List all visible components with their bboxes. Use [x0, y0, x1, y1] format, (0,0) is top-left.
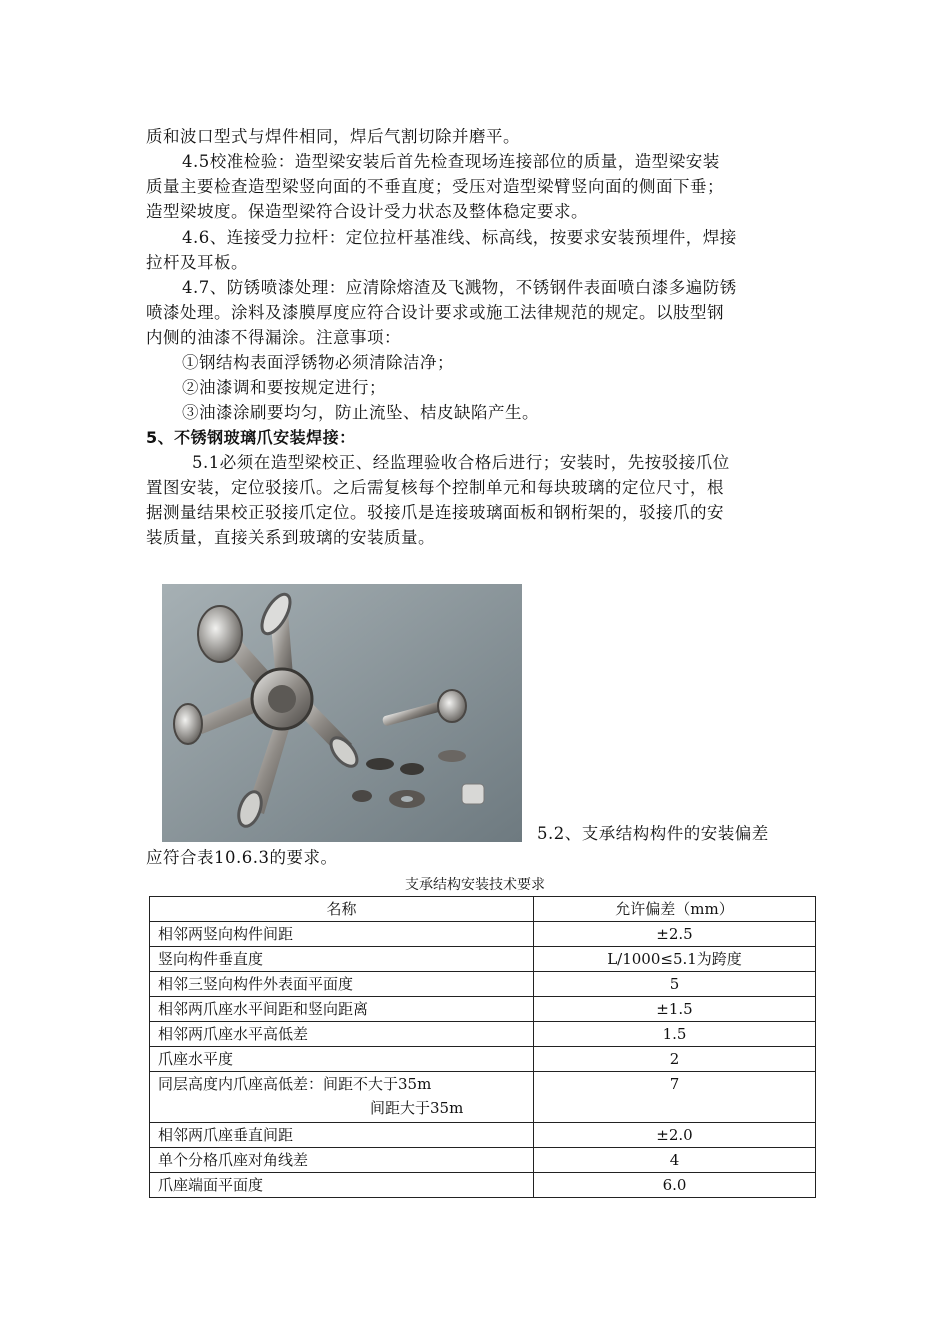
row-name: 相邻两爪座水平间距和竖向距离 [150, 997, 534, 1022]
column-header-tolerance: 允许偏差（mm） [534, 897, 816, 922]
list-item: ②油漆调和要按规定进行； [182, 378, 386, 397]
table-row [150, 922, 816, 947]
row-name-secondary: 间距大于35m [370, 1099, 464, 1117]
paragraph-line: 装质量，直接关系到玻璃的安装质量。 [146, 528, 435, 547]
column-header-name: 名称 [150, 897, 534, 922]
row-value: ±1.5 [534, 997, 816, 1022]
row-value: 4 [534, 1148, 816, 1173]
row-value: 6.0 [534, 1173, 816, 1198]
section-heading: 5、不锈钢玻璃爪安装焊接： [146, 428, 356, 447]
row-name: 竖向构件垂直度 [150, 947, 534, 972]
row-name: 同层高度内爪座高低差：间距不大于35m [158, 1075, 432, 1093]
row-value: 1.5 [534, 1022, 816, 1047]
paragraph-line: 5.1必须在造型梁校正、经监理验收合格后进行；安装时，先按驳接爪位 [192, 453, 730, 472]
row-name: 相邻两爪座垂直间距 [150, 1123, 534, 1148]
row-name-multiline [150, 1072, 534, 1123]
row-value: 7 [534, 1072, 816, 1123]
paragraph-line: 5.2、支承结构构件的安装偏差 [537, 824, 769, 843]
row-name: 爪座端面平面度 [150, 1173, 534, 1198]
table-row [150, 1072, 816, 1123]
paragraph-line: 4.6、连接受力拉杆：定位拉杆基准线、标高线，按要求安装预埋件，焊接 [182, 228, 737, 247]
paragraph-line: 4.5校准检验：造型梁安装后首先检查现场连接部位的质量，造型梁安装 [182, 152, 720, 171]
paragraph-line: 造型梁坡度。保造型梁符合设计受力状态及整体稳定要求。 [146, 202, 588, 221]
row-name: 相邻三竖向构件外表面平面度 [150, 972, 534, 997]
paragraph-line: 据测量结果校正驳接爪定位。驳接爪是连接玻璃面板和钢桁架的，驳接爪的安 [146, 503, 724, 522]
paragraph-line: 置图安装，定位驳接爪。之后需复核每个控制单元和每块玻璃的定位尺寸，根 [146, 478, 724, 497]
list-item: ③油漆涂刷要均匀，防止流坠、桔皮缺陷产生。 [182, 403, 539, 422]
row-name: 相邻两竖向构件间距 [150, 922, 534, 947]
table-caption: 支承结构安装技术要求 [405, 877, 545, 893]
row-value: 5 [534, 972, 816, 997]
table-header-row [150, 897, 816, 922]
table-row [150, 947, 816, 972]
list-item: ①钢结构表面浮锈物必须清除洁净； [182, 353, 454, 372]
table-row [150, 1047, 816, 1072]
row-value: ±2.5 [534, 922, 816, 947]
paragraph-line: 质和波口型式与焊件相同，焊后气割切除并磨平。 [146, 127, 520, 146]
table-row [150, 1148, 816, 1173]
row-name: 爪座水平度 [150, 1047, 534, 1072]
table-row [150, 1173, 816, 1198]
paragraph-line: 喷漆处理。涂料及漆膜厚度应符合设计要求或施工法律规范的规定。以肢型钢 [146, 303, 724, 322]
paragraph-line: 内侧的油漆不得漏涂。注意事项： [146, 328, 401, 347]
row-value: L/1000≤5.1为跨度 [534, 947, 816, 972]
paragraph-line: 应符合表10.6.3的要求。 [146, 848, 338, 867]
paragraph-line: 质量主要检查造型梁竖向面的不垂直度；受压对造型梁臂竖向面的侧面下垂； [146, 177, 724, 196]
table-row [150, 972, 816, 997]
table-row [150, 1123, 816, 1148]
row-value: ±2.0 [534, 1123, 816, 1148]
row-name: 单个分格爪座对角线差 [150, 1148, 534, 1173]
table-row [150, 1022, 816, 1047]
spider-fitting-photo [162, 584, 522, 842]
tolerance-table [149, 896, 816, 1198]
row-name: 相邻两爪座水平高低差 [150, 1022, 534, 1047]
row-value: 2 [534, 1047, 816, 1072]
paragraph-line: 拉杆及耳板。 [146, 253, 248, 272]
paragraph-line: 4.7、防锈喷漆处理：应清除熔渣及飞溅物，不锈钢件表面喷白漆多遍防锈 [182, 278, 737, 297]
table-row [150, 997, 816, 1022]
